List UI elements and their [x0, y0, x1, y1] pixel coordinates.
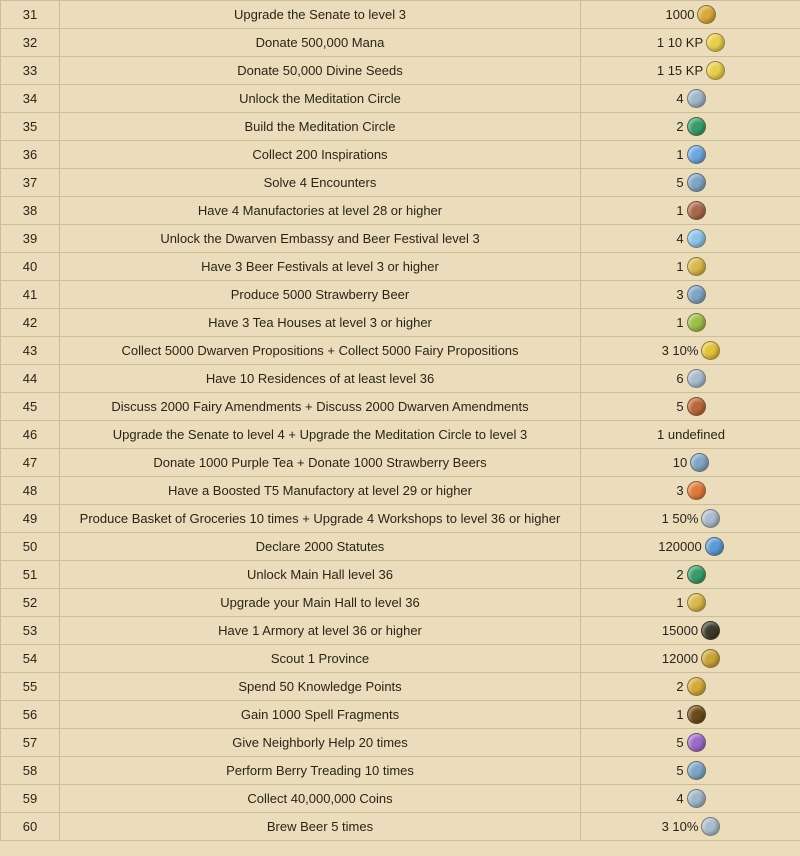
quest-task: Donate 1000 Purple Tea + Donate 1000 Strawberry Beers	[60, 449, 581, 477]
quest-reward-cell	[581, 169, 800, 197]
reward-group	[662, 509, 721, 528]
reward-group	[676, 481, 705, 500]
table-row	[1, 225, 800, 253]
main-hall-icon	[687, 593, 706, 612]
quest-reward-cell	[581, 701, 800, 729]
reward-amount: 6	[676, 371, 684, 386]
reward-amount: 3	[676, 287, 684, 302]
quest-reward-cell	[581, 421, 800, 449]
table-row	[1, 785, 800, 813]
reward-group	[676, 677, 705, 696]
reward-amount: 10	[672, 455, 688, 470]
blue-crystal-icon	[687, 145, 706, 164]
table-row	[1, 449, 800, 477]
table-row	[1, 337, 800, 365]
quest-reward-cell	[581, 393, 800, 421]
quest-task: Have 3 Beer Festivals at level 3 or higher	[60, 253, 581, 281]
orange-crate-icon	[687, 481, 706, 500]
reward-amount: 15000	[661, 623, 699, 638]
quest-number: 51	[1, 561, 60, 589]
reward-amount: 5	[676, 763, 684, 778]
reward-group	[676, 229, 705, 248]
table-row	[1, 253, 800, 281]
reward-amount: 1 10 KP	[656, 35, 704, 50]
quest-reward-cell	[581, 337, 800, 365]
quest-task: Have 3 Tea Houses at level 3 or higher	[60, 309, 581, 337]
quest-task: Declare 2000 Statutes	[60, 533, 581, 561]
reward-amount: 4	[676, 91, 684, 106]
quest-table-body	[1, 0, 800, 841]
quest-reward-cell	[581, 729, 800, 757]
reward-amount: 3 10%	[661, 343, 699, 358]
table-row	[1, 505, 800, 533]
reward-group	[676, 201, 705, 220]
reward-amount: 1	[676, 315, 684, 330]
book-icon	[687, 397, 706, 416]
quest-task: Upgrade the Senate to level 3	[60, 1, 581, 29]
quest-number: 42	[1, 309, 60, 337]
quest-number: 45	[1, 393, 60, 421]
quest-task: Have 10 Residences of at least level 36	[60, 365, 581, 393]
quest-number: 53	[1, 617, 60, 645]
quest-task: Unlock the Meditation Circle	[60, 85, 581, 113]
quest-reward-cell	[581, 141, 800, 169]
quest-number: 33	[1, 57, 60, 85]
relic-icon	[690, 453, 709, 472]
relic-icon	[687, 173, 706, 192]
quest-task: Donate 500,000 Mana	[60, 29, 581, 57]
reward-group	[662, 341, 721, 360]
reward-group	[662, 649, 720, 668]
table-row	[1, 701, 800, 729]
reward-group	[676, 257, 705, 276]
quest-task: Upgrade the Senate to level 4 + Upgrade the Meditation Circle to level 3	[60, 421, 581, 449]
table-row	[1, 589, 800, 617]
reward-group	[676, 705, 705, 724]
reward-amount: 1	[676, 203, 684, 218]
dark-diamond-icon	[687, 705, 706, 724]
table-row	[1, 645, 800, 673]
gold-gear-icon	[701, 341, 720, 360]
quest-number: 60	[1, 813, 60, 841]
quest-number: 50	[1, 533, 60, 561]
quest-number: 47	[1, 449, 60, 477]
table-row	[1, 141, 800, 169]
reward-group	[676, 593, 705, 612]
reward-group	[676, 145, 705, 164]
quest-number: 43	[1, 337, 60, 365]
table-row	[1, 85, 800, 113]
reward-amount: 1 15 KP	[656, 63, 704, 78]
quest-task: Brew Beer 5 times	[60, 813, 581, 841]
quest-task: Spend 50 Knowledge Points	[60, 673, 581, 701]
silver-gear-icon	[687, 369, 706, 388]
reward-group	[676, 761, 705, 780]
quest-task: Unlock Main Hall level 36	[60, 561, 581, 589]
manufactory-icon	[687, 201, 706, 220]
relic-icon	[687, 285, 706, 304]
gold-hex-icon	[687, 677, 706, 696]
quest-number: 52	[1, 589, 60, 617]
quest-reward-cell	[581, 561, 800, 589]
table-row	[1, 757, 800, 785]
table-row	[1, 393, 800, 421]
quest-task: Upgrade your Main Hall to level 36	[60, 589, 581, 617]
quest-number: 44	[1, 365, 60, 393]
quest-number: 38	[1, 197, 60, 225]
blue-bubbles-icon	[705, 537, 724, 556]
seed-icon	[701, 649, 720, 668]
table-row	[1, 365, 800, 393]
quest-task: Discuss 2000 Fairy Amendments + Discuss 2000 Dwarven Amendments	[60, 393, 581, 421]
quest-number: 59	[1, 785, 60, 813]
quest-reward-cell	[581, 85, 800, 113]
quest-number: 58	[1, 757, 60, 785]
quest-task: Have a Boosted T5 Manufactory at level 29 or higher	[60, 477, 581, 505]
quest-reward-cell	[581, 533, 800, 561]
knowledge-points-icon	[706, 33, 725, 52]
table-row	[1, 533, 800, 561]
quest-task: Donate 50,000 Divine Seeds	[60, 57, 581, 85]
quest-task: Scout 1 Province	[60, 645, 581, 673]
quest-number: 57	[1, 729, 60, 757]
quest-number: 37	[1, 169, 60, 197]
quest-number: 49	[1, 505, 60, 533]
reward-group	[662, 817, 721, 836]
reward-amount: 1	[676, 147, 684, 162]
table-row	[1, 29, 800, 57]
reward-amount: 2	[676, 119, 684, 134]
quest-reward-cell	[581, 197, 800, 225]
table-row	[1, 477, 800, 505]
table-row	[1, 197, 800, 225]
table-row	[1, 281, 800, 309]
question-token-icon	[687, 257, 706, 276]
reward-amount: 120000	[658, 539, 702, 554]
reward-amount: 4	[676, 791, 684, 806]
quest-task: Perform Berry Treading 10 times	[60, 757, 581, 785]
reward-group	[676, 789, 705, 808]
reward-amount: 3 10%	[661, 819, 699, 834]
table-row	[1, 617, 800, 645]
knowledge-points-icon	[706, 61, 725, 80]
quest-reward-cell	[581, 29, 800, 57]
silver-rune-icon	[687, 789, 706, 808]
green-orb-icon	[687, 565, 706, 584]
quest-reward-cell	[581, 617, 800, 645]
quest-task: Gain 1000 Spell Fragments	[60, 701, 581, 729]
blue-token-icon	[687, 229, 706, 248]
table-row	[1, 813, 800, 841]
silver-gear-icon	[701, 817, 720, 836]
reward-group	[657, 427, 725, 442]
quest-reward-cell	[581, 757, 800, 785]
quest-reward-cell	[581, 113, 800, 141]
quest-reward-cell	[581, 813, 800, 841]
quest-number: 36	[1, 141, 60, 169]
reward-group	[673, 453, 709, 472]
reward-amount: 1	[676, 259, 684, 274]
table-row	[1, 561, 800, 589]
quest-task: Collect 5000 Dwarven Propositions + Collect 5000 Fairy Propositions	[60, 337, 581, 365]
table-row	[1, 729, 800, 757]
reward-amount: 5	[676, 175, 684, 190]
quest-reward-cell	[581, 477, 800, 505]
reward-amount: 1000	[665, 7, 695, 22]
quest-task: Collect 200 Inspirations	[60, 141, 581, 169]
reward-amount: 5	[676, 399, 684, 414]
quest-reward-cell	[581, 505, 800, 533]
quest-number: 41	[1, 281, 60, 309]
quest-number: 54	[1, 645, 60, 673]
quest-number: 39	[1, 225, 60, 253]
reward-group	[676, 89, 705, 108]
quest-reward-cell	[581, 1, 800, 29]
quest-number: 55	[1, 673, 60, 701]
quest-reward-cell	[581, 225, 800, 253]
reward-group	[666, 5, 717, 24]
quest-reward-cell	[581, 785, 800, 813]
silver-rune-icon	[687, 89, 706, 108]
reward-amount: 12000	[661, 651, 699, 666]
table-row	[1, 673, 800, 701]
silver-gear-icon	[701, 509, 720, 528]
quest-reward-cell	[581, 365, 800, 393]
reward-group	[676, 369, 705, 388]
quest-reward-cell	[581, 281, 800, 309]
quest-task: Build the Meditation Circle	[60, 113, 581, 141]
table-row	[1, 113, 800, 141]
quest-reward-cell	[581, 673, 800, 701]
quest-task: Unlock the Dwarven Embassy and Beer Festival level 3	[60, 225, 581, 253]
reward-amount: 3	[676, 483, 684, 498]
quest-number: 31	[1, 1, 60, 29]
reward-group	[662, 621, 720, 640]
quest-number: 48	[1, 477, 60, 505]
reward-group	[658, 537, 723, 556]
quest-task: Solve 4 Encounters	[60, 169, 581, 197]
table-row	[1, 1, 800, 29]
reward-group	[676, 117, 705, 136]
table-row	[1, 421, 800, 449]
quest-reward-cell	[581, 645, 800, 673]
reward-amount: 1 50%	[661, 511, 699, 526]
green-orb-icon	[687, 117, 706, 136]
reward-amount: 1	[676, 707, 684, 722]
reward-amount: 5	[676, 735, 684, 750]
quest-reward-cell	[581, 253, 800, 281]
quest-number: 32	[1, 29, 60, 57]
reward-amount: 2	[676, 567, 684, 582]
reward-amount: 4	[676, 231, 684, 246]
quest-reward-cell	[581, 589, 800, 617]
quest-number: 46	[1, 421, 60, 449]
quest-task: Have 4 Manufactories at level 28 or higher	[60, 197, 581, 225]
quest-reward-cell	[581, 309, 800, 337]
soldier-icon	[701, 621, 720, 640]
reward-group	[676, 397, 705, 416]
reward-group	[676, 313, 705, 332]
reward-amount: 1 undefined	[657, 427, 725, 442]
reward-amount: 2	[676, 679, 684, 694]
quest-task: Give Neighborly Help 20 times	[60, 729, 581, 757]
quest-task: Collect 40,000,000 Coins	[60, 785, 581, 813]
reward-group	[657, 33, 725, 52]
green-token-icon	[687, 313, 706, 332]
reward-group	[676, 733, 705, 752]
purple-pot-icon	[687, 733, 706, 752]
relic-icon	[687, 761, 706, 780]
quest-number: 40	[1, 253, 60, 281]
quest-number: 34	[1, 85, 60, 113]
reward-group	[676, 173, 705, 192]
quest-task: Have 1 Armory at level 36 or higher	[60, 617, 581, 645]
quest-reward-cell	[581, 57, 800, 85]
quest-number: 56	[1, 701, 60, 729]
quest-reward-cell	[581, 449, 800, 477]
reward-group	[657, 61, 725, 80]
table-row	[1, 169, 800, 197]
reward-group	[676, 565, 705, 584]
quest-task: Produce Basket of Groceries 10 times + Upgrade 4 Workshops to level 36 or higher	[60, 505, 581, 533]
quest-task: Produce 5000 Strawberry Beer	[60, 281, 581, 309]
quest-number: 35	[1, 113, 60, 141]
supplies-icon	[697, 5, 716, 24]
reward-group	[676, 285, 705, 304]
table-row	[1, 57, 800, 85]
table-row	[1, 309, 800, 337]
reward-amount: 1	[676, 595, 684, 610]
